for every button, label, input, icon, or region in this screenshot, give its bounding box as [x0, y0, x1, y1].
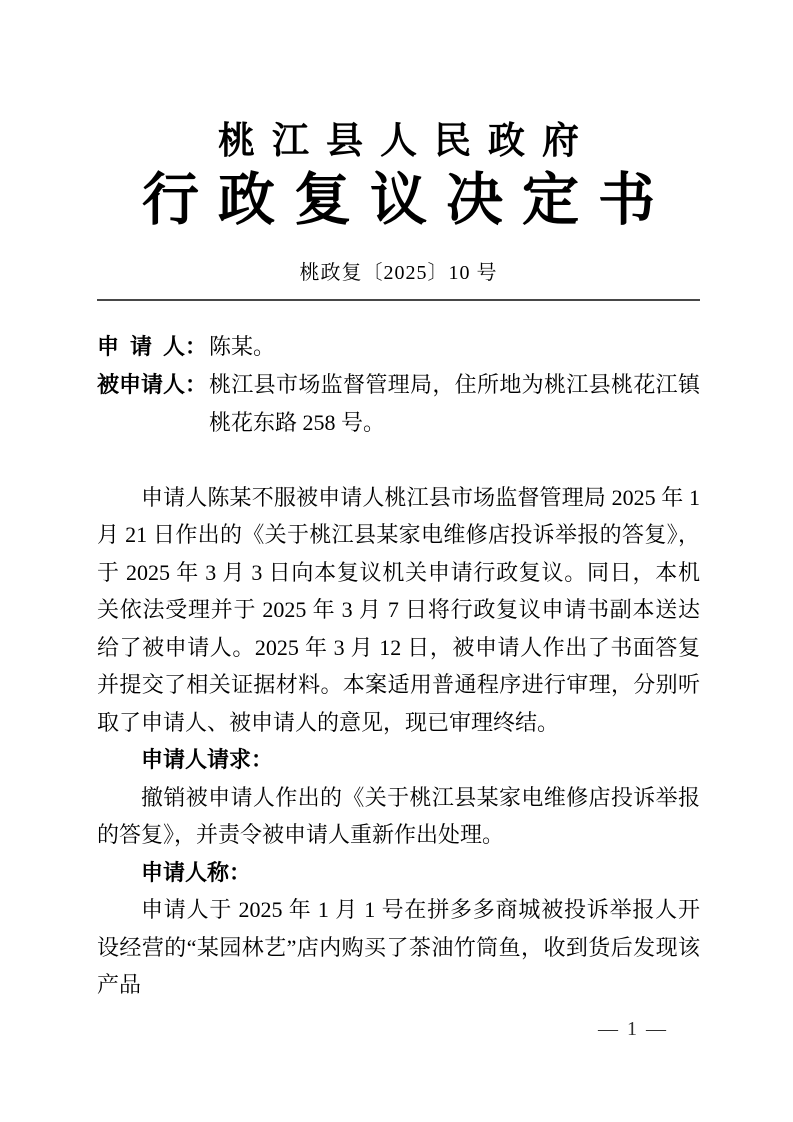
respondent-value: 桃江县市场监督管理局，住所地为桃江县桃花江镇桃花东路 258 号。: [209, 371, 700, 435]
paragraph-applicant-statement: 申请人于 2025 年 1 月 1 号在拼多多商城被投诉举报人开设经营的“某园林艺”店内购买了茶油竹筒鱼，收到货后发现该产品: [97, 897, 700, 998]
respondent-label-text: 被申请人: [97, 371, 186, 397]
respondent-label: [97, 366, 209, 442]
issuing-authority-title: 桃江县人民政府: [218, 121, 596, 162]
applicant-label: [97, 328, 209, 366]
header-divider: [97, 299, 700, 301]
paragraph-case-procedure: 申请人陈某不服被申请人桃江县市场监督管理局 2025 年 1 月 21 日作出的《关于桃江县某家电维修店投诉举报的答复》，于 2025 年 3 月 3 日向本复议机关申请行政复议。同日，本机关依法受理并于 2025 年 3 月 7 日将行政复议申请书副本送达给了被申请人。2025 年 3 月 12 日，被申请人作出了书面答复并提交了相关证据材料。本案适用普通程序进行审理，分别听取了申请人、被申请人的意见，现已审理终结。: [97, 484, 700, 735]
parties-section: [97, 328, 700, 442]
respondent-label-colon: ：: [185, 371, 208, 397]
heading-applicant-request: 申请人请求：: [141, 747, 274, 773]
document-number: 桃政复〔2025〕10 号: [299, 261, 498, 284]
page-number: — 1 —: [598, 1018, 668, 1040]
applicant-value: 陈某。: [209, 333, 276, 359]
applicant-label-colon: ：: [185, 333, 208, 359]
applicant-row: [97, 328, 700, 366]
respondent-row: [97, 366, 700, 442]
paragraph-applicant-request: 撤销被申请人作出的《关于桃江县某家电维修店投诉举报的答复》，并责令被申请人重新作出处理。: [97, 784, 700, 848]
heading-applicant-statement: 申请人称：: [141, 859, 252, 885]
document-type-title: 行政复议决定书: [142, 168, 674, 233]
applicant-label-text: 申请人: [97, 333, 185, 359]
document-body: [97, 479, 700, 1004]
